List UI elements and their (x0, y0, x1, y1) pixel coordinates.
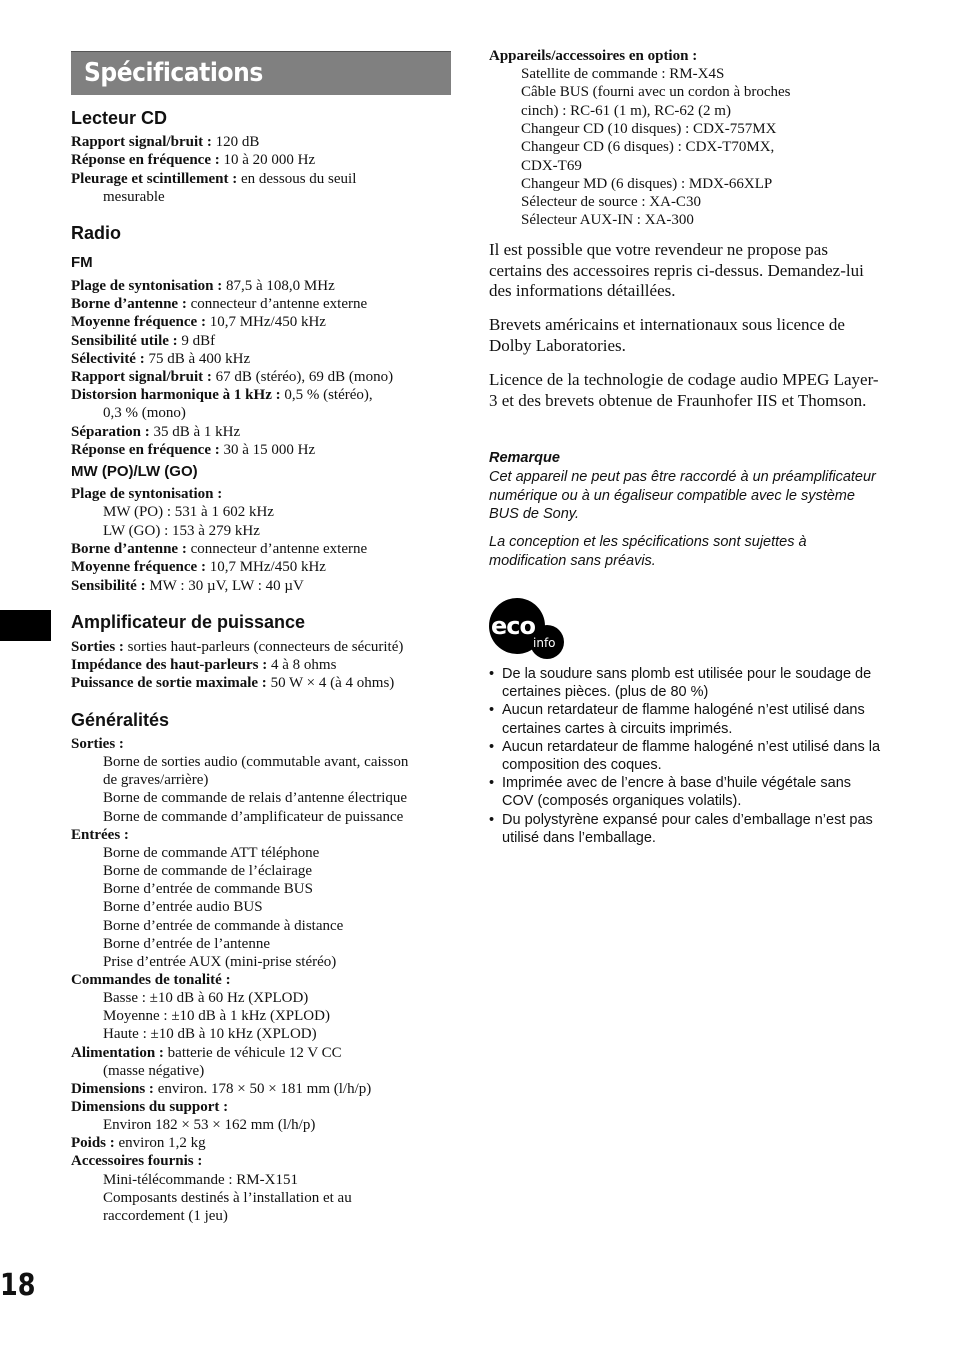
spec-line (71, 1134, 206, 1152)
spec-line (103, 989, 308, 1007)
spec-value: 9 dBf (177, 332, 216, 349)
spec-line (103, 862, 312, 880)
spec-label: Alimentation : (71, 1044, 164, 1061)
spec-value: 4 à 8 ohms (267, 657, 337, 674)
spec-value: 50 W × 4 (à 4 ohms) (266, 675, 395, 692)
spec-label: Pleurage et scintillement : (71, 170, 238, 187)
spec-line (71, 577, 304, 595)
spec-label: Entrées : (71, 826, 129, 843)
spec-line (71, 277, 335, 295)
spec-line (71, 1098, 228, 1116)
bullet-item (489, 701, 884, 737)
spec-value: raccordement (1 jeu) (103, 1207, 228, 1224)
spec-label: Sorties : (71, 736, 124, 752)
spec-line (71, 170, 356, 188)
bullet-text: Aucun retardateur de flamme halogéné n’est utilisé dans certaines cartes à circuits imprimés. (502, 702, 865, 737)
spec-label: Réponse en fréquence : (71, 152, 220, 169)
spec-line (103, 1207, 228, 1225)
spec-label: Puissance de sortie maximale : (71, 675, 267, 692)
bullet-item (489, 811, 884, 847)
bullet-text: Imprimée avec de l’encre à base d’huile végétale sans COV (composés organiques volatils). (502, 775, 852, 810)
spec-value: Composants destinés à l’installation et au (103, 1189, 352, 1206)
spec-value: Moyenne : ±10 dB à 1 kHz (XPLOD) (103, 1008, 330, 1025)
spec-value: Prise d’entrée AUX (mini-prise stéréo) (103, 953, 337, 970)
option-item: CDX-T69 (521, 157, 582, 174)
fm-heading: FM (71, 254, 93, 271)
spec-label: Dimensions du support : (71, 1099, 229, 1115)
spec-line (103, 1171, 298, 1189)
svg-text:eco: eco (491, 612, 535, 640)
bullet-dot-icon: • (489, 702, 495, 719)
spec-value: 10 à 20 000 Hz (219, 152, 316, 169)
bullet-dot-icon: • (489, 738, 495, 755)
spec-line (103, 188, 165, 206)
spec-line (71, 971, 231, 989)
spec-line (103, 503, 274, 521)
spec-line (103, 953, 336, 971)
spec-line (103, 1116, 315, 1134)
spec-line (71, 485, 222, 503)
spec-value: 10,7 MHz/450 kHz (205, 559, 326, 576)
page-number: 18 (0, 1268, 36, 1303)
spec-value: Borne de commande ATT téléphone (103, 844, 320, 861)
spec-value: Borne d’entrée de commande BUS (103, 881, 313, 898)
spec-label: Dimensions : (71, 1080, 154, 1097)
spec-value: MW : 30 µV, LW : 40 µV (145, 577, 304, 594)
spec-line (71, 423, 240, 441)
bullet-text: Du polystyrène expansé pour cales d’emballage n’est pas utilisé dans l’emballage. (502, 811, 873, 846)
spec-line (103, 753, 408, 771)
spec-value: Borne d’entrée de commande à distance (103, 917, 344, 934)
spec-line (71, 368, 393, 386)
bullet-text: De la soudure sans plomb est utilisée pour le soudage de certaines pièces. (plus de 80 %) (502, 666, 872, 701)
spec-label: Séparation : (71, 423, 150, 440)
spec-label: Commandes de tonalité : (71, 971, 231, 988)
spec-value: Borne de commande de l’éclairage (103, 863, 313, 880)
option-item: Sélecteur AUX-IN : XA-300 (521, 212, 694, 229)
spec-label: Rapport signal/bruit : (71, 369, 212, 385)
bullet-dot-icon: • (489, 811, 495, 828)
spec-line (71, 350, 250, 368)
spec-line (71, 386, 373, 404)
spec-label: Sorties : (71, 639, 124, 655)
spec-label: Plage de syntonisation : (71, 278, 223, 294)
spec-line (71, 826, 129, 844)
spec-value: de graves/arrière) (103, 772, 209, 789)
spec-line (71, 540, 367, 558)
spec-value: Mini-télécommande : RM-X151 (103, 1171, 298, 1188)
spec-value: 75 dB à 400 kHz (144, 350, 251, 367)
bullet-item (489, 665, 884, 701)
spec-value: 30 à 15 000 Hz (219, 441, 316, 458)
option-item: Câble BUS (fourni avec un cordon à broches (521, 84, 791, 101)
spec-label: Impédance des haut-parleurs : (71, 657, 268, 674)
spec-line (103, 771, 208, 789)
spec-line (71, 674, 394, 692)
eco-bullet-list (489, 665, 884, 847)
page-title: Spécifications (84, 58, 263, 88)
options-heading: Appareils/accessoires en option : (489, 48, 698, 64)
spec-value: Haute : ±10 dB à 10 kHz (XPLOD) (103, 1026, 317, 1043)
option-item: Changeur CD (10 disques) : CDX-757MX (521, 120, 777, 137)
spec-line (103, 808, 403, 826)
option-item: Changeur CD (6 disques) : CDX-T70MX, (521, 139, 775, 156)
spec-label: Réponse en fréquence : (71, 441, 220, 458)
spec-value: Borne de commande de relais d’antenne électrique (103, 790, 408, 807)
spec-value: 10,7 MHz/450 kHz (205, 314, 326, 331)
spec-value: 0,5 % (stéréo), (280, 387, 373, 404)
spec-value: (masse négative) (103, 1062, 205, 1079)
spec-label: Poids : (71, 1135, 115, 1152)
spec-label: Sensibilité : (71, 577, 146, 594)
spec-label: Borne d’antenne : (71, 540, 187, 557)
spec-value: sorties haut-parleurs (connecteurs de sécurité) (123, 639, 404, 655)
radio-heading: Radio (71, 223, 122, 243)
bullet-dot-icon: • (489, 775, 495, 792)
spec-value: Basse : ±10 dB à 60 Hz (XPLOD) (103, 990, 309, 1007)
spec-line (103, 898, 263, 916)
option-item: Sélecteur de source : XA-C30 (521, 194, 701, 211)
amp-heading: Amplificateur de puissance (71, 612, 306, 632)
spec-line (103, 404, 186, 422)
option-item: Changeur MD (6 disques) : MDX-66XLP (521, 175, 773, 192)
spec-line (103, 917, 343, 935)
spec-line (71, 1080, 371, 1098)
spec-line (71, 313, 326, 331)
spec-line (103, 789, 407, 807)
section-tab-marker (0, 610, 51, 641)
spec-value: Borne de sorties audio (commutable avant, caisson (103, 754, 409, 771)
eco-info-logo-icon (489, 596, 565, 660)
spec-line (103, 935, 270, 953)
spec-line (103, 1025, 317, 1043)
spec-line (71, 295, 367, 313)
spec-value: connecteur d’antenne externe (186, 540, 368, 557)
note-text-2: La conception et les spécifications sont sujettes à modification sans préavis. (489, 534, 807, 569)
spec-label: Accessoires fournis : (71, 1153, 203, 1170)
spec-value: LW (GO) : 153 à 279 kHz (103, 522, 260, 539)
cd-heading: Lecteur CD (71, 108, 168, 128)
option-item: Satellite de commande : RM-X4S (521, 66, 725, 82)
spec-value: 87,5 à 108,0 MHz (222, 278, 335, 294)
spec-value: Borne d’entrée de l’antenne (103, 935, 270, 952)
bullet-dot-icon: • (489, 666, 495, 682)
spec-value: MW (PO) : 531 à 1 602 kHz (103, 504, 274, 521)
spec-value: environ. 178 × 50 × 181 mm (l/h/p) (153, 1080, 372, 1097)
spec-value: environ 1,2 kg (114, 1135, 206, 1152)
spec-value: Environ 182 × 53 × 162 mm (l/h/p) (103, 1117, 316, 1134)
spec-label: Sensibilité utile : (71, 332, 178, 349)
spec-value: batterie de véhicule 12 V CC (163, 1044, 342, 1061)
paragraph-retailer: Il est possible que votre revendeur ne propose pas certains des accessoires repris ci-dessus. Demandez-lui des informations détaillées. (489, 240, 864, 300)
spec-value: 67 dB (stéréo), 69 dB (mono) (211, 369, 394, 385)
spec-line (71, 1044, 342, 1062)
title-bar (71, 51, 451, 95)
spec-line (103, 1062, 204, 1080)
spec-line (103, 1189, 352, 1207)
spec-line (71, 441, 315, 459)
mw-heading: MW (PO)/LW (GO) (71, 463, 198, 480)
paragraph-dolby: Brevets américains et internationaux sous licence de Dolby Laboratories. (489, 315, 845, 355)
spec-value: Borne d’entrée audio BUS (103, 899, 263, 916)
spec-line (103, 844, 319, 862)
spec-line (71, 151, 315, 169)
spec-value: connecteur d’antenne externe (186, 296, 368, 313)
bullet-item (489, 774, 884, 810)
paragraph-mpeg: Licence de la technologie de codage audio MPEG Layer-3 et des brevets obtenue de Fraunhofer IIS et Thomson. (489, 370, 879, 410)
general-heading: Généralités (71, 710, 170, 730)
spec-line (71, 332, 215, 350)
spec-value: 35 dB à 1 kHz (149, 423, 241, 440)
note-heading: Remarque (489, 450, 560, 466)
bullet-text: Aucun retardateur de flamme halogéné n’est utilisé dans la composition des coques. (502, 738, 881, 774)
spec-label: Moyenne fréquence : (71, 314, 206, 331)
spec-line (103, 880, 313, 898)
spec-value: en dessous du seuil (237, 170, 357, 187)
spec-line (71, 558, 326, 576)
option-item: cinch) : RC-61 (1 m), RC-62 (2 m) (521, 102, 731, 119)
spec-label: Moyenne fréquence : (71, 559, 206, 576)
bullet-item (489, 738, 884, 774)
spec-label: Sélectivité : (71, 350, 145, 367)
spec-label: Borne d’antenne : (71, 296, 187, 313)
spec-line (71, 1152, 202, 1170)
spec-line (71, 656, 336, 674)
spec-line (71, 133, 259, 151)
svg-text:info: info (533, 636, 556, 650)
spec-label: Distorsion harmonique à 1 kHz : (71, 387, 281, 404)
spec-label: Plage de syntonisation : (71, 486, 223, 502)
spec-value: Borne de commande d’amplificateur de puissance (103, 808, 404, 825)
spec-value: mesurable (103, 188, 165, 205)
spec-label: Rapport signal/bruit : (71, 134, 212, 150)
spec-line (103, 522, 260, 540)
spec-value: 120 dB (211, 134, 260, 150)
spec-value: 0,3 % (mono) (103, 405, 186, 422)
spec-line (71, 638, 403, 656)
note-text-1: Cet appareil ne peut pas être raccordé à un préamplificateur numérique ou à un égaliseur compatible avec le système BUS de Sony. (489, 469, 876, 522)
spec-line (103, 1007, 330, 1025)
spec-line (71, 735, 124, 753)
